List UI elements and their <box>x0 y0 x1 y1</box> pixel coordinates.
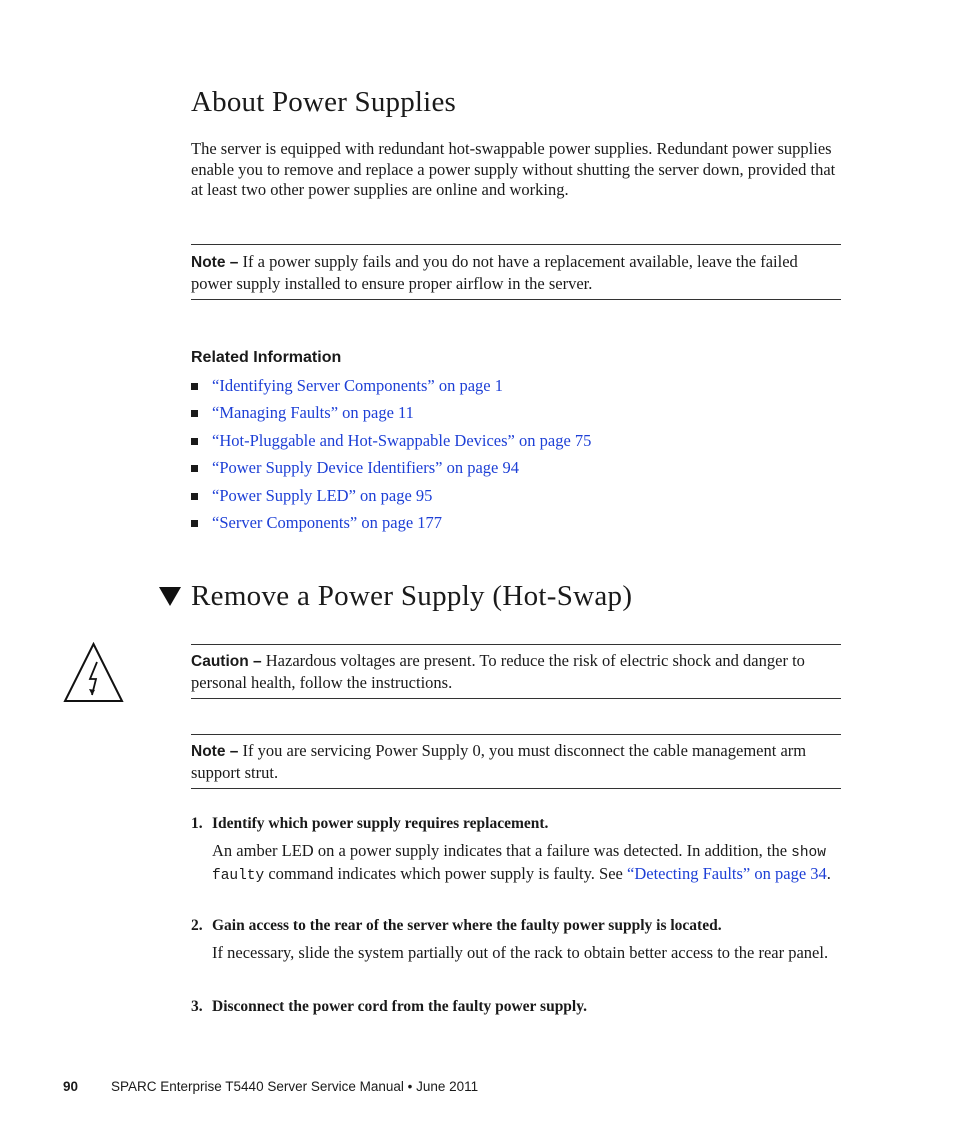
step-title: Gain access to the rear of the server where the faulty power supply is located. <box>212 917 722 934</box>
step-text: command indicates which power supply is faulty. See <box>264 863 627 883</box>
note2-bottom-rule <box>191 788 841 789</box>
caution-label: Caution – <box>191 653 262 670</box>
step-number: 3. <box>191 998 203 1015</box>
related-link[interactable]: “Managing Faults” on page 11 <box>212 403 414 423</box>
electrical-hazard-icon <box>63 642 124 704</box>
step-title: Identify which power supply requires replacement. <box>212 815 549 832</box>
step-number: 2. <box>191 917 203 934</box>
note-text: If a power supply fails and you do not have a replacement available, leave the failed power supply installed to ensure proper airflow in the server. <box>191 252 798 293</box>
section-title-remove-power-supply <box>159 580 632 613</box>
intro-paragraph: The server is equipped with redundant hot-swappable power supplies. Redundant power supplies enable you to remove and replace a power supply without shutting the server down, provided that at least two other power supplies are online and working. <box>191 139 836 199</box>
detecting-faults-link[interactable]: “Detecting Faults” on page 34 <box>627 863 827 883</box>
note-label: Note – <box>191 743 239 760</box>
list-item <box>191 513 841 540</box>
note-bottom-rule <box>191 299 841 300</box>
bullet-icon <box>191 465 198 472</box>
page-number: 90 <box>63 1079 79 1094</box>
section-title-text: Remove a Power Supply (Hot-Swap) <box>191 580 633 612</box>
caution-block <box>191 651 841 693</box>
step-text: An amber LED on a power supply indicates that a failure was detected. In addition, the <box>212 841 792 860</box>
related-links-list <box>191 376 841 540</box>
note-label: Note – <box>191 254 239 271</box>
command-code: show faulty <box>212 845 826 884</box>
bullet-icon <box>191 493 198 500</box>
related-link[interactable]: “Identifying Server Components” on page 1 <box>212 376 503 395</box>
bullet-icon <box>191 520 198 527</box>
bullet-icon <box>191 383 198 390</box>
section-title-about-power-supplies: About Power Supplies <box>191 86 456 118</box>
procedure-triangle-icon <box>159 587 181 606</box>
step-number: 1. <box>191 815 203 832</box>
list-item <box>191 403 841 430</box>
step-body: If necessary, slide the system partially out of the rack to obtain better access to the rear panel. <box>212 943 829 962</box>
note-power-supply-fail <box>191 252 841 294</box>
bullet-icon <box>191 410 198 417</box>
caution-bottom-rule <box>191 698 841 699</box>
caution-top-rule <box>191 644 841 645</box>
note-power-supply-0 <box>191 741 841 783</box>
note2-top-rule <box>191 734 841 735</box>
related-information-heading: Related Information <box>191 349 342 366</box>
note-text: If you are servicing Power Supply 0, you must disconnect the cable management arm support strut. <box>191 741 807 782</box>
step-body <box>212 841 842 886</box>
list-item <box>191 458 841 485</box>
related-link[interactable]: “Server Components” on page 177 <box>212 512 443 532</box>
related-link[interactable]: “Power Supply Device Identifiers” on page 94 <box>212 458 519 478</box>
caution-text: Hazardous voltages are present. To reduce the risk of electric shock and danger to personal health, follow the instructions. <box>191 651 805 692</box>
step-title: Disconnect the power cord from the faulty power supply. <box>212 998 588 1015</box>
list-item <box>191 486 841 513</box>
note-top-rule <box>191 244 841 245</box>
list-item <box>191 431 841 458</box>
related-link[interactable]: “Hot-Pluggable and Hot-Swappable Devices” on page 75 <box>212 430 592 450</box>
bullet-icon <box>191 438 198 445</box>
step-text: . <box>826 863 831 883</box>
list-item <box>191 376 841 403</box>
related-link[interactable]: “Power Supply LED” on page 95 <box>212 485 433 505</box>
footer-text: SPARC Enterprise T5440 Server Service Manual • June 2011 <box>111 1079 479 1094</box>
